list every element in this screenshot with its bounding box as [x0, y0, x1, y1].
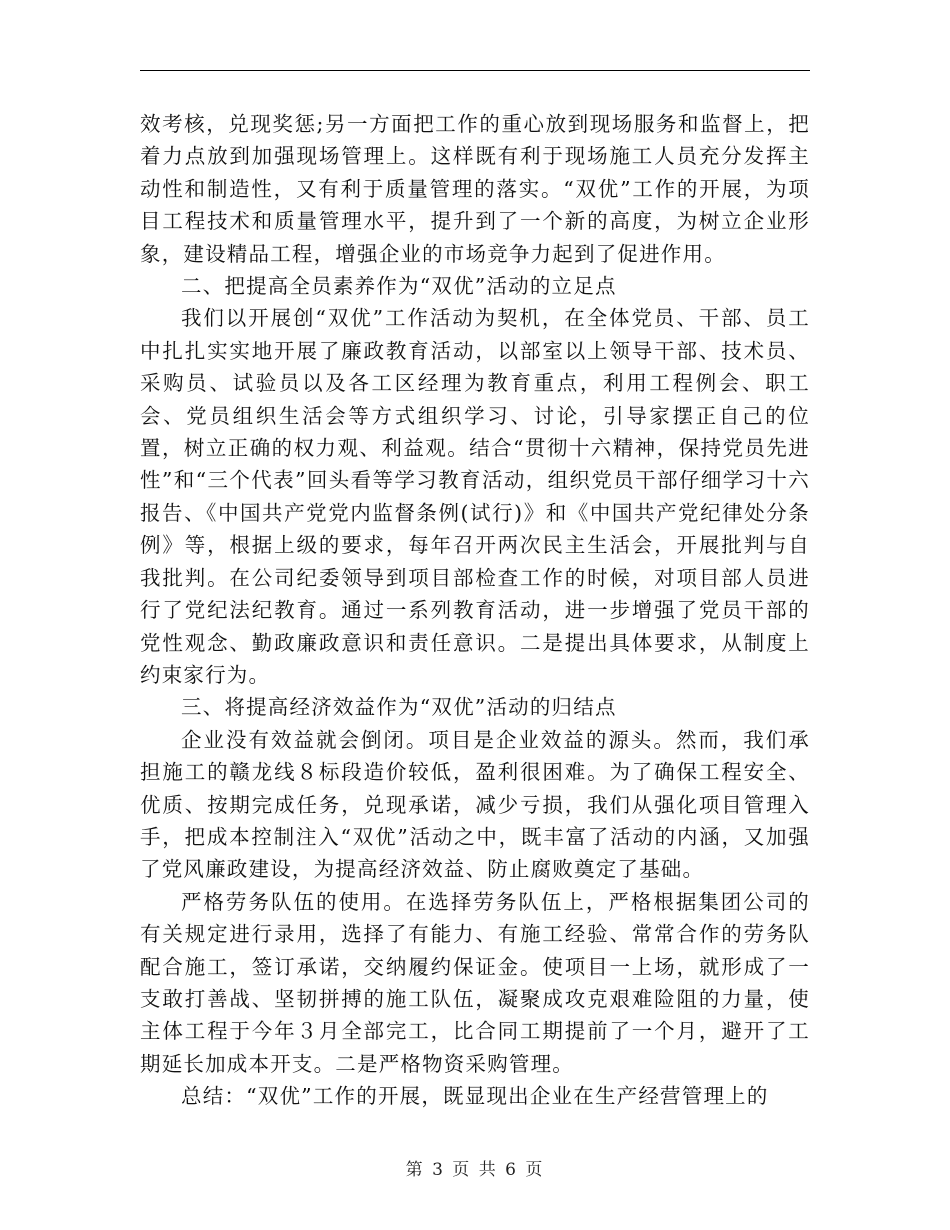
section-heading-three: 三、将提高经济效益作为“双优”活动的归结点	[181, 695, 617, 720]
section-heading-two: 二、把提高全员素养作为“双优”活动的立足点	[181, 274, 617, 299]
header-rule	[140, 70, 810, 71]
paragraph-benefit: 企业没有效益就会倒闭。项目是企业效益的源头。然而，我们承担施工的赣龙线８标段造价较低，盈利很困难。为了确保工程安全、优质、按期完成任务，兑现承诺，减少亏损，我们从强化项目管理入手，把成本控制注入“双优”活动之中，既丰富了活动的内涵，又加强了党风廉政建设，为提高经济效益、防止腐败奠定了基础。	[140, 727, 810, 882]
paragraph-labor: 严格劳务队伍的使用。在选择劳务队伍上，严格根据集团公司的有关规定进行录用，选择了有能力、有施工经验、常常合作的劳务队配合施工，签订承诺，交纳履约保证金。使项目一上场，就形成了一支敢打善战、坚韧拼搏的施工队伍，凝聚成攻克艰难险阻的力量，使主体工程于今年３月全部完工，比合同工期提前了一个月，避开了工期延长加成本开支。二是严格物资采购管理。	[140, 889, 810, 1076]
document-body	[140, 108, 810, 1113]
paragraph-continuation: 效考核，兑现奖惩;另一方面把工作的重心放到现场服务和监督上，把着力点放到加强现场管理上。这样既有利于现场施工人员充分发挥主动性和制造性，又有利于质量管理的落实。“双优”工作的开展，为项目工程技术和质量管理水平，提升到了一个新的高度，为树立企业形象，建设精品工程，增强企业的市场竞争力起到了促进作用。	[140, 112, 810, 266]
page-number-footer: 第 3 页 共 6 页	[405, 1160, 545, 1180]
paragraph-summary: 总结：“双优”工作的开展，既显现出企业在生产经营管理上的	[181, 1084, 769, 1109]
paragraph-education: 我们以开展创“双优”工作活动为契机，在全体党员、干部、员工中扎扎实实地开展了廉政教育活动，以部室以上领导干部、技术员、采购员、试验员以及各工区经理为教育重点，利用工程例会、职工会、党员组织生活会等方式组织学习、讨论，引导家摆正自己的位置，树立正确的权力观、利益观。结合“贯彻十六精神，保持党员先进性”和“三个代表”回头看等学习教育活动，组织党员干部仔细学习十六报告、《中国共产党党内监督条例(试行)》和《中国共产党纪律处分条例》等，根据上级的要求，每年召开两次民主生活会，开展批判与自我批判。在公司纪委领导到项目部检查工作的时候，对项目部人员进行了党纪法纪教育。通过一系列教育活动，进一步增强了党员干部的党性观念、勤政廉政意识和责任意识。二是提出具体要求，从制度上约束家行为。	[140, 306, 810, 687]
